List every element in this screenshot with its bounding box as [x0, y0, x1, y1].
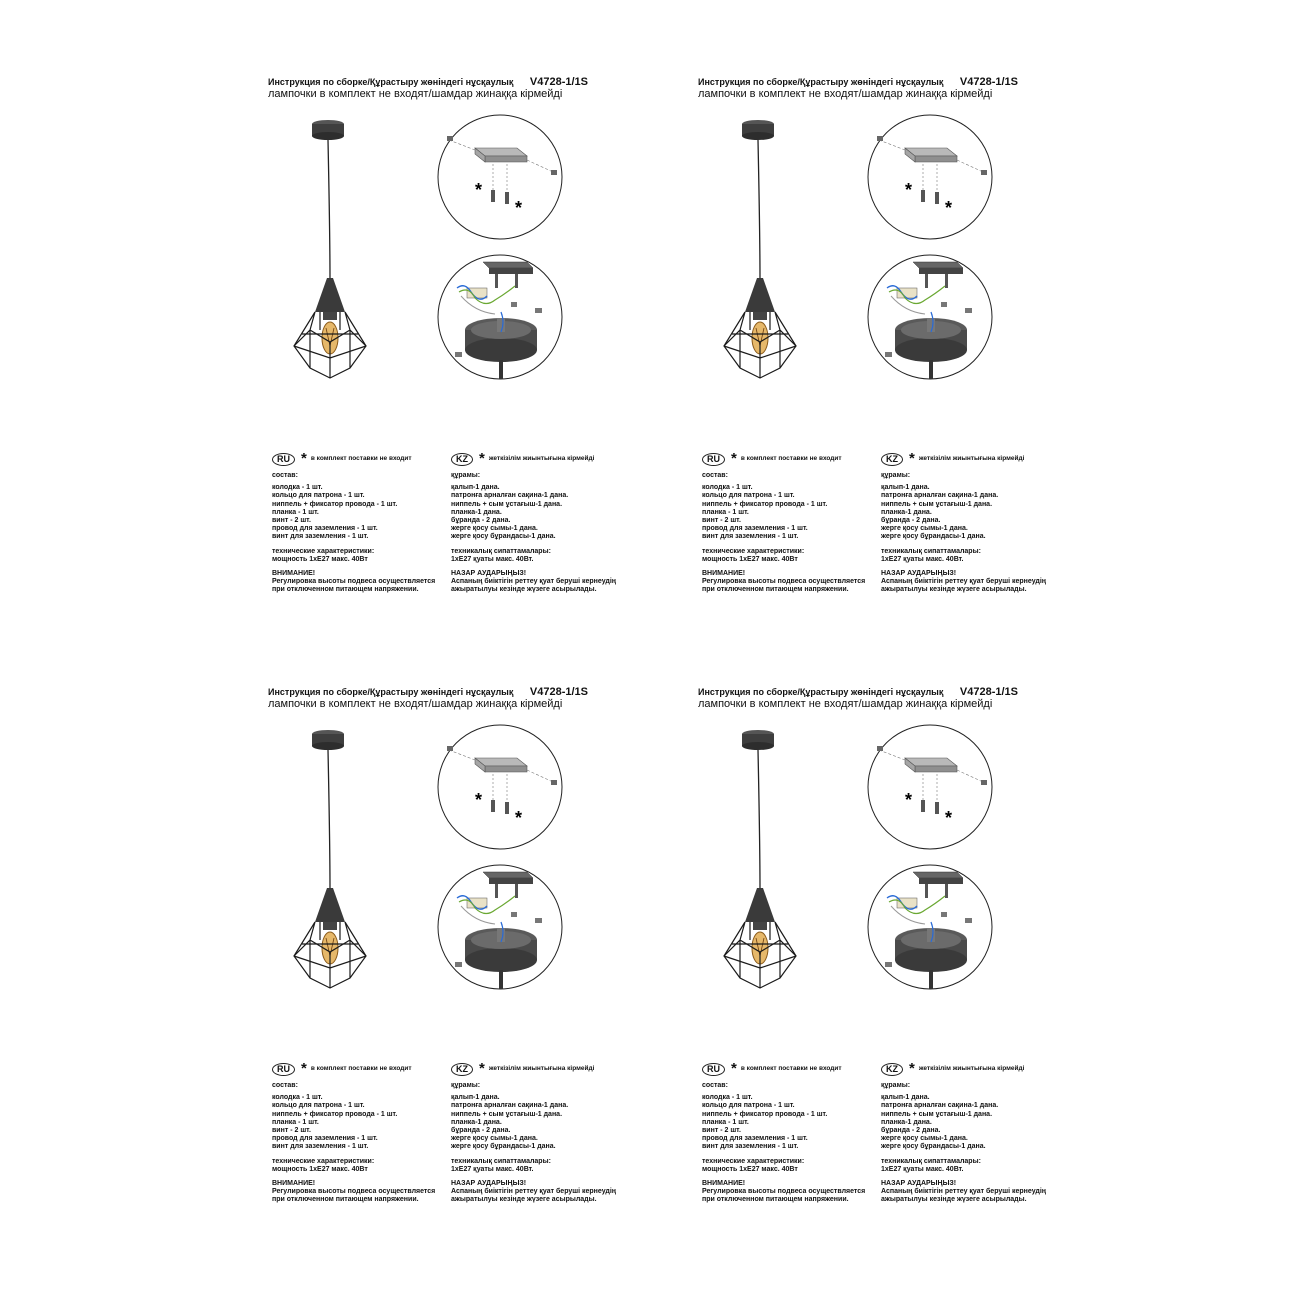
kz-badge: KZ [881, 453, 903, 466]
asterisk-icon: * [909, 450, 915, 467]
mounting-bar-detail [435, 722, 565, 852]
list-item: винт - 2 шт. [702, 517, 741, 525]
asterisk-mark: * [905, 180, 913, 200]
kz-warning-line: Аспаның биіктігін реттеу қуат беруші кернеудің [881, 578, 1047, 586]
pendant-lamp-illustration [290, 726, 400, 1006]
kz-badge: KZ [451, 453, 473, 466]
kz-specs-title: техникалық сипаттамалары: [881, 1157, 981, 1165]
list-item: жерге қосу сымы-1 дана. [451, 525, 538, 533]
list-item: патронға арналған сақина-1 дана. [881, 1102, 999, 1110]
list-item: жерге қосу сымы-1 дана. [881, 525, 968, 533]
asterisk-mark: * [475, 180, 483, 200]
kz-warning-line: ажыратылуы кезінде жүзеге асырылады. [881, 586, 1027, 594]
kz-warning-line: ажыратылуы кезінде жүзеге асырылады. [881, 1196, 1027, 1204]
list-item: ниппель + фиксатор провода - 1 шт. [702, 1110, 828, 1118]
title-text: Инструкция по сборке/Құрастыру жөніндегі нұсқаулық [698, 77, 944, 87]
list-item: винт - 2 шт. [702, 1127, 741, 1135]
model-number: V4728-1/1S [529, 686, 588, 698]
sheet-subtitle: лампочки в комплект не входят/шамдар жинаққа кірмейді [698, 698, 993, 710]
kz-column [451, 452, 641, 601]
ru-contents-list [272, 484, 457, 541]
ru-column [702, 452, 887, 601]
list-item: планка - 1 шт. [702, 1118, 749, 1126]
list-item: провод для заземления - 1 шт. [702, 1135, 808, 1143]
ru-badge: RU [272, 453, 295, 466]
list-item: колодка - 1 шт. [272, 484, 323, 492]
ru-note: в комплект поставки не входит [310, 454, 412, 462]
asterisk-icon: * [731, 450, 737, 467]
kz-badge: KZ [451, 1063, 473, 1076]
list-item: ниппель + сым ұстағыш-1 дана. [451, 500, 563, 508]
ru-column [272, 452, 457, 601]
list-item: кольцо для патрона - 1 шт. [702, 492, 795, 500]
sheet-title [698, 686, 1018, 698]
ru-warning-line: при отключенном питающем напряжении. [702, 1196, 849, 1204]
kz-specs-title: техникалық сипаттамалары: [451, 547, 551, 555]
ru-warning-title: ВНИМАНИЕ! [272, 1180, 316, 1188]
list-item: патронға арналған сақина-1 дана. [881, 492, 999, 500]
kz-warning-line: Аспаның биіктігін реттеу қуат беруші кернеудің [451, 1188, 617, 1196]
asterisk-icon: * [731, 1060, 737, 1077]
kz-specs-value: 1хЕ27 қуаты макс. 40Вт. [451, 1165, 534, 1173]
ru-column [272, 1062, 457, 1211]
kz-warning-title: НАЗАР АУДАРЫҢЫЗ! [451, 1180, 527, 1188]
list-item: ниппель + сым ұстағыш-1 дана. [451, 1110, 563, 1118]
asterisk-mark: * [515, 198, 523, 218]
ru-specs [702, 1158, 887, 1174]
mounting-bar-detail [865, 112, 995, 242]
kz-warning-line: Аспаның биіктігін реттеу қуат беруші кернеудің [881, 1188, 1047, 1196]
kz-contents-title: құрамы: [451, 472, 481, 479]
kz-specs-value: 1хЕ27 қуаты макс. 40Вт. [881, 555, 964, 563]
ru-warning-line: при отключенном питающем напряжении. [272, 586, 419, 594]
list-item: кольцо для патрона - 1 шт. [272, 1102, 365, 1110]
list-item: бұранда - 2 дана. [451, 1127, 511, 1135]
pendant-lamp-illustration [720, 726, 830, 1006]
kz-specs-value: 1хЕ27 қуаты макс. 40Вт. [451, 555, 534, 563]
kz-column [881, 1062, 1071, 1211]
kz-contents-title: құрамы: [881, 1082, 911, 1089]
kz-warning-line: Аспаның биіктігін реттеу қуат беруші кернеудің [451, 578, 617, 586]
title-text: Инструкция по сборке/Құрастыру жөніндегі нұсқаулық [268, 77, 514, 87]
ru-specs [272, 1158, 457, 1174]
ru-contents-list [272, 1094, 457, 1151]
list-item: планка-1 дана. [451, 1118, 502, 1126]
model-number: V4728-1/1S [959, 76, 1018, 88]
list-item: винт для заземления - 1 шт. [272, 1143, 369, 1151]
kz-note: жеткізілім жиынтығына кірмейді [918, 454, 1025, 462]
ru-warning-line: Регулировка высоты подвеса осуществляется [272, 578, 436, 586]
list-item: ниппель + фиксатор провода - 1 шт. [272, 500, 398, 508]
list-item: колодка - 1 шт. [702, 1094, 753, 1102]
ru-specs-title: технические характеристики: [272, 547, 375, 555]
sheet-title [698, 76, 1018, 88]
list-item: планка - 1 шт. [272, 1118, 319, 1126]
asterisk-icon: * [909, 1060, 915, 1077]
list-item: провод для заземления - 1 шт. [702, 525, 808, 533]
list-item: планка - 1 шт. [272, 508, 319, 516]
list-item: жерге қосу сымы-1 дана. [451, 1135, 538, 1143]
ru-column [702, 1062, 887, 1211]
list-item: қалып-1 дана. [881, 484, 930, 492]
ru-warning-title: ВНИМАНИЕ! [272, 570, 316, 578]
ru-specs-title: технические характеристики: [702, 547, 805, 555]
kz-column [451, 1062, 641, 1211]
kz-specs [881, 548, 1071, 564]
instruction-sheet [268, 682, 698, 1242]
sheet-title [268, 76, 588, 88]
canopy-wiring-detail [865, 252, 995, 382]
title-text: Инструкция по сборке/Құрастыру жөніндегі нұсқаулық [698, 687, 944, 697]
list-item: планка-1 дана. [881, 508, 932, 516]
list-item: кольцо для патрона - 1 шт. [702, 1102, 795, 1110]
list-item: колодка - 1 шт. [272, 1094, 323, 1102]
list-item: ниппель + сым ұстағыш-1 дана. [881, 500, 993, 508]
ru-warning-line: при отключенном питающем напряжении. [272, 1196, 419, 1204]
ru-warning-line: при отключенном питающем напряжении. [702, 586, 849, 594]
list-item: винт - 2 шт. [272, 1127, 311, 1135]
kz-note: жеткізілім жиынтығына кірмейді [488, 1064, 595, 1072]
kz-warning-line: ажыратылуы кезінде жүзеге асырылады. [451, 1196, 597, 1204]
ru-specs-title: технические характеристики: [272, 1157, 375, 1165]
list-item: колодка - 1 шт. [702, 484, 753, 492]
list-item: жерге қосу бұрандасы-1 дана. [881, 1143, 986, 1151]
kz-contents-title: құрамы: [451, 1082, 481, 1089]
kz-contents-title: құрамы: [881, 472, 911, 479]
kz-note: жеткізілім жиынтығына кірмейді [488, 454, 595, 462]
ru-note: в комплект поставки не входит [310, 1064, 412, 1072]
asterisk-mark: * [515, 808, 523, 828]
kz-warning-title: НАЗАР АУДАРЫҢЫЗ! [881, 570, 957, 578]
kz-specs [451, 548, 641, 564]
ru-warning-title: ВНИМАНИЕ! [702, 570, 746, 578]
ru-contents-list [702, 484, 887, 541]
ru-badge: RU [272, 1063, 295, 1076]
asterisk-mark: * [945, 808, 953, 828]
kz-warning-line: ажыратылуы кезінде жүзеге асырылады. [451, 586, 597, 594]
list-item: жерге қосу сымы-1 дана. [881, 1135, 968, 1143]
kz-contents-list [451, 1094, 641, 1151]
kz-specs-value: 1хЕ27 қуаты макс. 40Вт. [881, 1165, 964, 1173]
ru-contents-title: состав: [702, 1082, 728, 1089]
list-item: ниппель + фиксатор провода - 1 шт. [272, 1110, 398, 1118]
sheet-title [268, 686, 588, 698]
ru-specs-value: мощность 1хЕ27 макс. 40Вт [702, 1165, 798, 1173]
list-item: қалып-1 дана. [451, 1094, 500, 1102]
ru-specs [702, 548, 887, 564]
list-item: кольцо для патрона - 1 шт. [272, 492, 365, 500]
kz-warning-title: НАЗАР АУДАРЫҢЫЗ! [451, 570, 527, 578]
asterisk-icon: * [479, 1060, 485, 1077]
kz-specs [451, 1158, 641, 1174]
list-item: планка - 1 шт. [702, 508, 749, 516]
mounting-bar-detail [435, 112, 565, 242]
kz-warning [881, 1180, 1071, 1205]
asterisk-icon: * [301, 450, 307, 467]
sheet-subtitle: лампочки в комплект не входят/шамдар жинаққа кірмейді [698, 88, 993, 100]
list-item: жерге қосу бұрандасы-1 дана. [451, 1143, 556, 1151]
list-item: патронға арналған сақина-1 дана. [451, 492, 569, 500]
asterisk-mark: * [475, 790, 483, 810]
list-item: планка-1 дана. [451, 508, 502, 516]
list-item: винт для заземления - 1 шт. [702, 1143, 799, 1151]
ru-specs-value: мощность 1хЕ27 макс. 40Вт [272, 555, 368, 563]
mounting-bar-detail [865, 722, 995, 852]
ru-badge: RU [702, 453, 725, 466]
ru-note: в комплект поставки не входит [740, 1064, 842, 1072]
ru-warning [272, 570, 457, 595]
kz-specs-title: техникалық сипаттамалары: [451, 1157, 551, 1165]
ru-specs-value: мощность 1хЕ27 макс. 40Вт [702, 555, 798, 563]
kz-column [881, 452, 1071, 601]
list-item: винт - 2 шт. [272, 517, 311, 525]
list-item: ниппель + фиксатор провода - 1 шт. [702, 500, 828, 508]
list-item: бұранда - 2 дана. [881, 517, 941, 525]
kz-contents-list [881, 484, 1071, 541]
ru-warning-line: Регулировка высоты подвеса осуществляется [272, 1188, 436, 1196]
ru-note: в комплект поставки не входит [740, 454, 842, 462]
kz-warning [881, 570, 1071, 595]
ru-contents-title: состав: [702, 472, 728, 479]
ru-contents-title: состав: [272, 472, 298, 479]
ru-warning-title: ВНИМАНИЕ! [702, 1180, 746, 1188]
instruction-sheet [698, 682, 1128, 1242]
kz-note: жеткізілім жиынтығына кірмейді [918, 1064, 1025, 1072]
asterisk-mark: * [905, 790, 913, 810]
ru-badge: RU [702, 1063, 725, 1076]
ru-warning-line: Регулировка высоты подвеса осуществляется [702, 1188, 866, 1196]
instruction-sheet [268, 72, 698, 632]
ru-warning [702, 1180, 887, 1205]
kz-badge: KZ [881, 1063, 903, 1076]
list-item: қалып-1 дана. [451, 484, 500, 492]
kz-contents-list [881, 1094, 1071, 1151]
ru-specs [272, 548, 457, 564]
list-item: винт для заземления - 1 шт. [272, 533, 369, 541]
model-number: V4728-1/1S [959, 686, 1018, 698]
list-item: патронға арналған сақина-1 дана. [451, 1102, 569, 1110]
model-number: V4728-1/1S [529, 76, 588, 88]
asterisk-icon: * [479, 450, 485, 467]
asterisk-mark: * [945, 198, 953, 218]
asterisk-icon: * [301, 1060, 307, 1077]
kz-warning-title: НАЗАР АУДАРЫҢЫЗ! [881, 1180, 957, 1188]
kz-specs-title: техникалық сипаттамалары: [881, 547, 981, 555]
list-item: бұранда - 2 дана. [451, 517, 511, 525]
canopy-wiring-detail [435, 862, 565, 992]
kz-specs [881, 1158, 1071, 1174]
list-item: провод для заземления - 1 шт. [272, 525, 378, 533]
ru-warning-line: Регулировка высоты подвеса осуществляется [702, 578, 866, 586]
title-text: Инструкция по сборке/Құрастыру жөніндегі нұсқаулық [268, 687, 514, 697]
sheet-subtitle: лампочки в комплект не входят/шамдар жинаққа кірмейді [268, 88, 563, 100]
kz-contents-list [451, 484, 641, 541]
kz-warning [451, 1180, 641, 1205]
list-item: бұранда - 2 дана. [881, 1127, 941, 1135]
list-item: жерге қосу бұрандасы-1 дана. [881, 533, 986, 541]
ru-contents-list [702, 1094, 887, 1151]
sheet-subtitle: лампочки в комплект не входят/шамдар жинаққа кірмейді [268, 698, 563, 710]
ru-warning [702, 570, 887, 595]
ru-warning [272, 1180, 457, 1205]
instruction-sheet [698, 72, 1128, 632]
pendant-lamp-illustration [290, 116, 400, 396]
pendant-lamp-illustration [720, 116, 830, 396]
list-item: қалып-1 дана. [881, 1094, 930, 1102]
ru-specs-value: мощность 1хЕ27 макс. 40Вт [272, 1165, 368, 1173]
kz-warning [451, 570, 641, 595]
list-item: винт для заземления - 1 шт. [702, 533, 799, 541]
canopy-wiring-detail [435, 252, 565, 382]
list-item: провод для заземления - 1 шт. [272, 1135, 378, 1143]
ru-specs-title: технические характеристики: [702, 1157, 805, 1165]
ru-contents-title: состав: [272, 1082, 298, 1089]
list-item: жерге қосу бұрандасы-1 дана. [451, 533, 556, 541]
canopy-wiring-detail [865, 862, 995, 992]
list-item: планка-1 дана. [881, 1118, 932, 1126]
list-item: ниппель + сым ұстағыш-1 дана. [881, 1110, 993, 1118]
